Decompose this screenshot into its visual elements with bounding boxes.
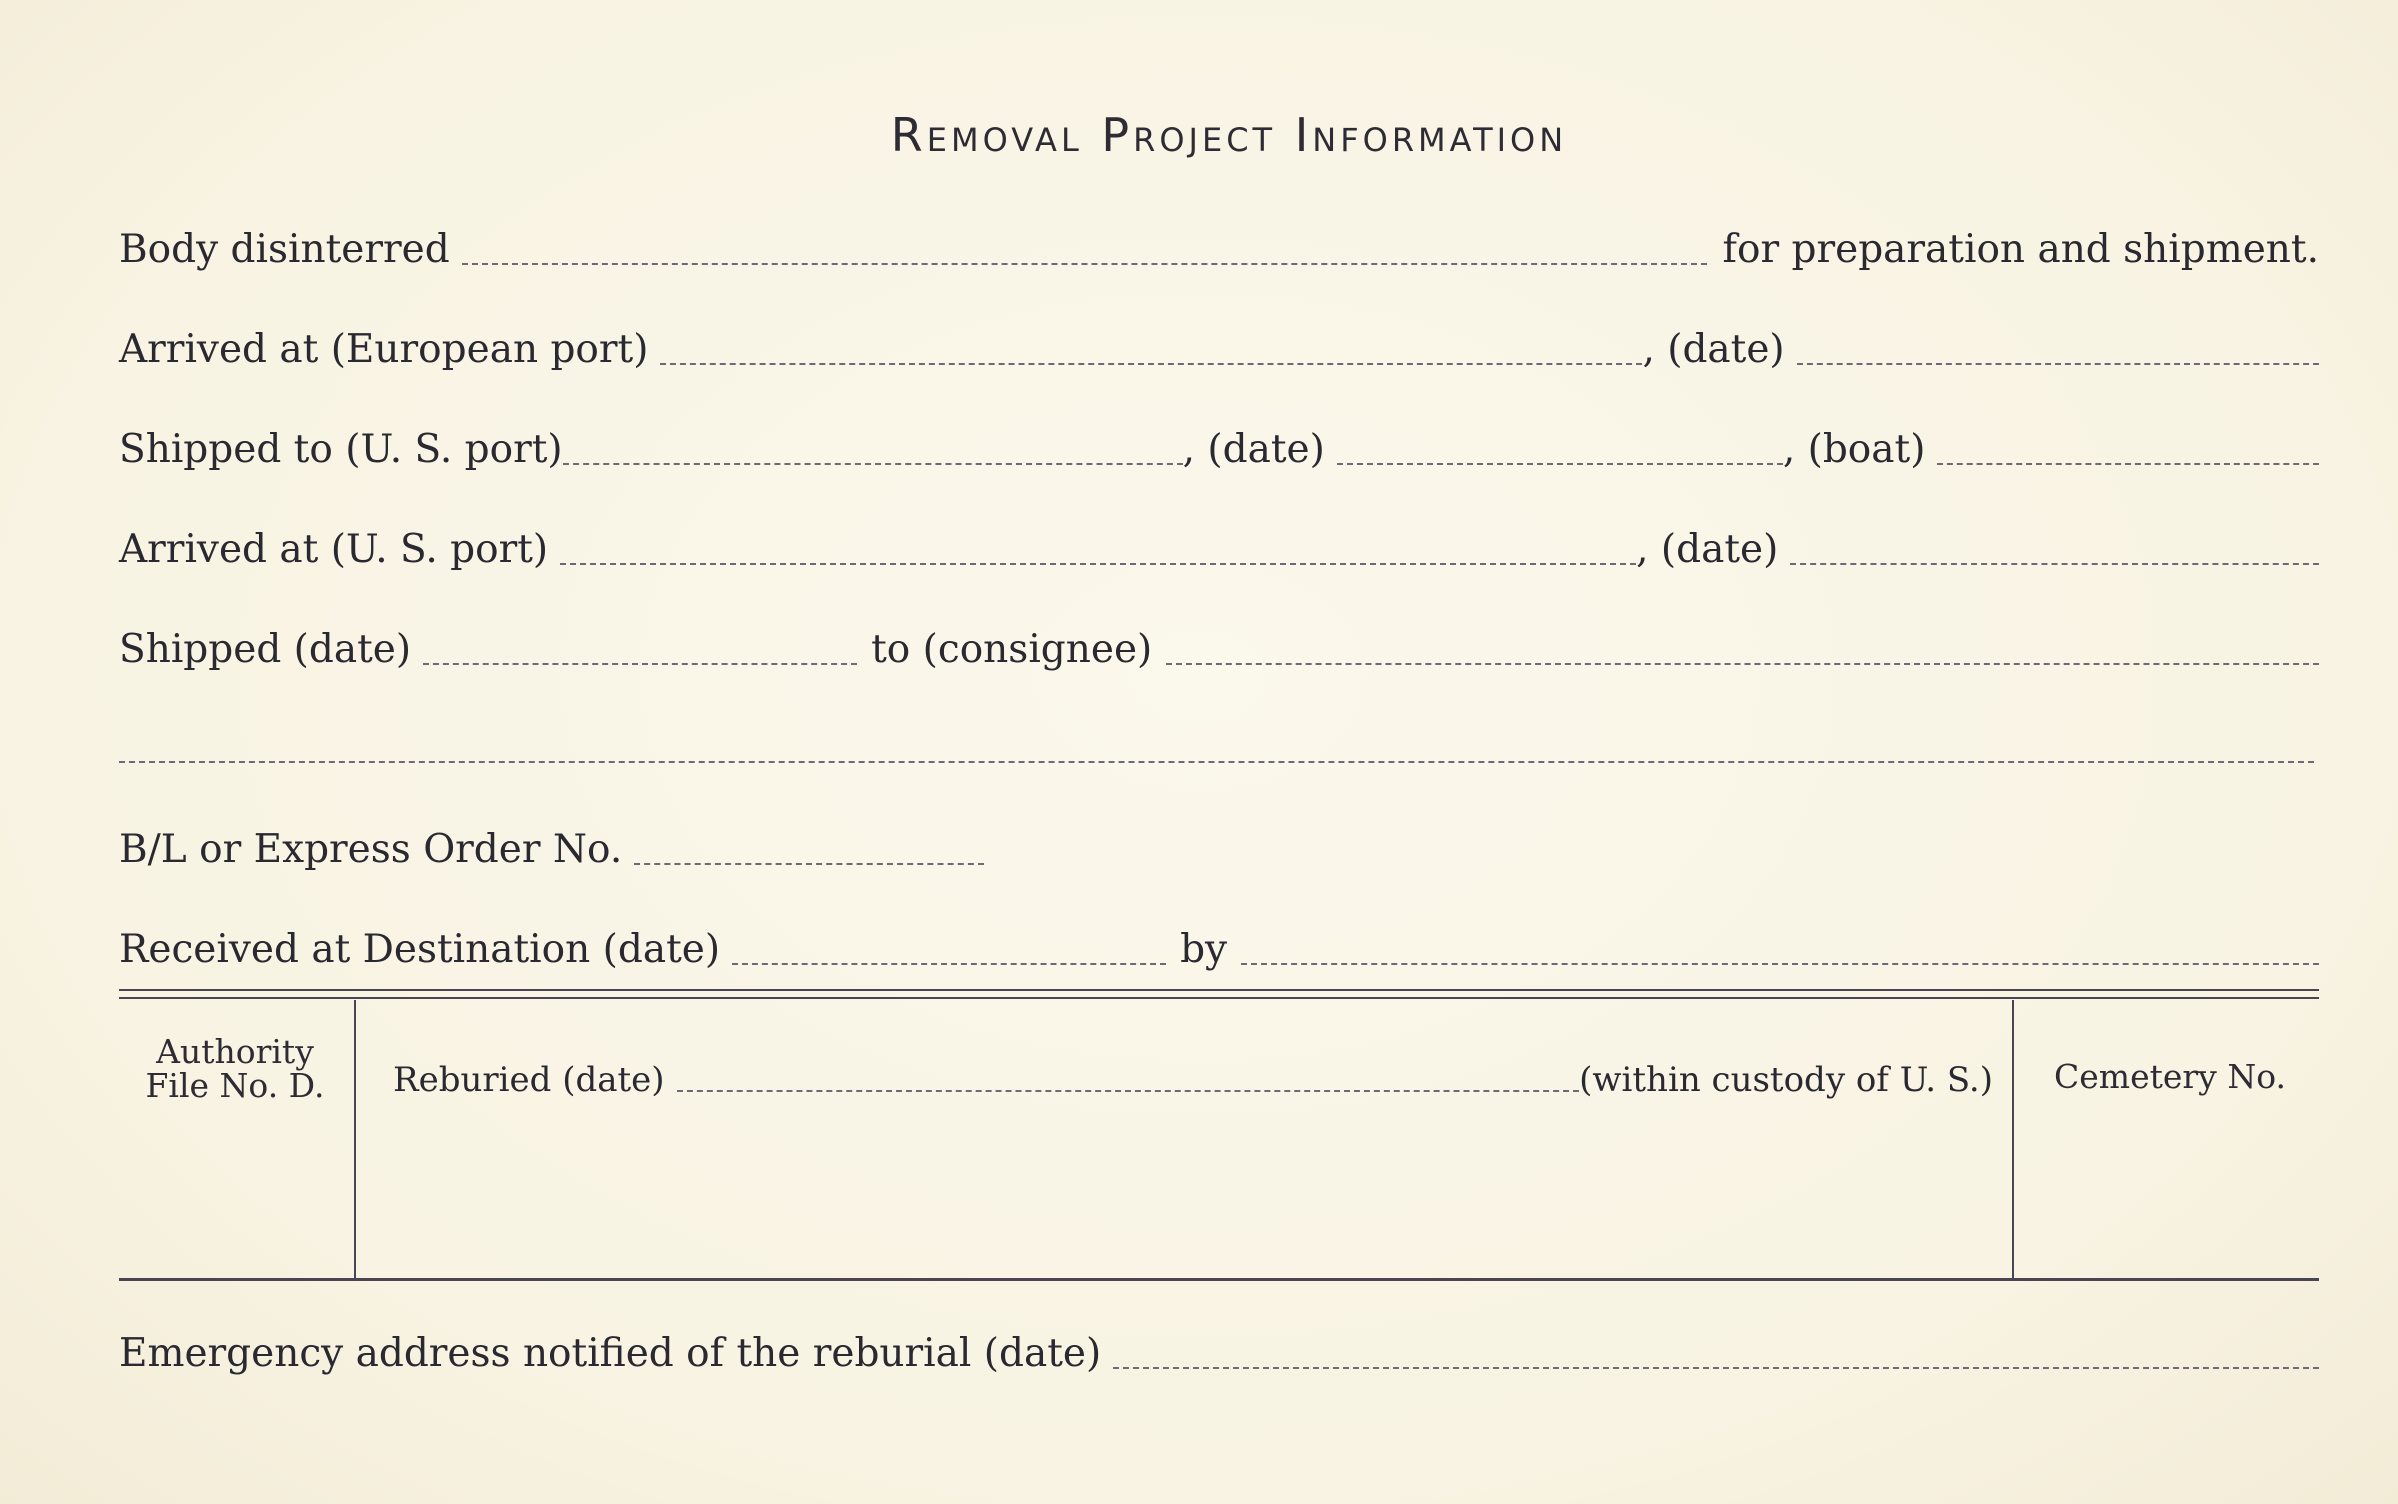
- received-by-field[interactable]: [1241, 963, 2319, 965]
- form-title: Removal Project Information: [890, 108, 1568, 162]
- boat-label: , (boat): [1782, 427, 1926, 472]
- row-shipped-consignee: [119, 626, 2319, 674]
- for-preparation-label: for preparation and shipment.: [1722, 227, 2319, 272]
- by-label: by: [1180, 927, 1228, 972]
- row-body-disinterred: [119, 226, 2319, 274]
- table-top-rule: [119, 989, 2319, 999]
- consignee-field[interactable]: [1166, 663, 2319, 665]
- row-shipped-us: [119, 426, 2319, 474]
- reburied-row: [393, 1060, 1993, 1100]
- consignee-continuation-field[interactable]: [119, 761, 2314, 763]
- shipped-date-label: Shipped (date): [119, 627, 412, 672]
- reburied-label: Reburied (date): [393, 1060, 665, 1100]
- arrived-us-port-field[interactable]: [560, 563, 1636, 565]
- date-label-3: , (date): [1636, 527, 1779, 572]
- row-arrived-european: [119, 326, 2319, 374]
- received-date-field[interactable]: [732, 963, 1166, 965]
- european-port-field[interactable]: [660, 363, 1642, 365]
- row-emergency: [119, 1330, 2319, 1378]
- row-received-destination: [119, 926, 2319, 974]
- authority-cell: [130, 1032, 340, 1105]
- emergency-date-field[interactable]: [1113, 1367, 2319, 1369]
- cemetery-cell: [2016, 1057, 2324, 1096]
- arrived-european-label: Arrived at (European port): [119, 327, 649, 372]
- cemetery-label: Cemetery No.: [2054, 1057, 2286, 1096]
- table-divider-right: [2012, 1000, 2014, 1278]
- us-port-field[interactable]: [563, 463, 1183, 465]
- body-disinterred-field[interactable]: [462, 263, 1707, 265]
- date-label-1: , (date): [1642, 327, 1785, 372]
- emergency-label: Emergency address notified of the reburial (date): [119, 1331, 1102, 1376]
- file-no-label: File No. D.: [145, 1066, 325, 1105]
- custody-label: (within custody of U. S.): [1579, 1060, 1993, 1100]
- bl-order-label: B/L or Express Order No.: [119, 827, 623, 872]
- arrived-us-date-field[interactable]: [1790, 563, 2319, 565]
- bl-order-field[interactable]: [634, 863, 984, 865]
- body-disinterred-label: Body disinterred: [119, 227, 450, 272]
- shipped-date-value-field[interactable]: [423, 663, 857, 665]
- table-bottom-rule: [119, 1278, 2319, 1281]
- shipped-date-field[interactable]: [1337, 463, 1783, 465]
- received-destination-label: Received at Destination (date): [119, 927, 721, 972]
- authority-label: Authority: [156, 1032, 314, 1071]
- row-bl-order: [119, 826, 984, 874]
- reburied-date-field[interactable]: [677, 1090, 1580, 1092]
- table-divider-left: [354, 1000, 356, 1278]
- european-date-field[interactable]: [1797, 363, 2319, 365]
- to-consignee-label: to (consignee): [871, 627, 1153, 672]
- shipped-us-label: Shipped to (U. S. port): [119, 427, 563, 472]
- boat-field[interactable]: [1937, 463, 2319, 465]
- arrived-us-label: Arrived at (U. S. port): [119, 527, 549, 572]
- row-arrived-us: [119, 526, 2319, 574]
- date-label-2: , (date): [1182, 427, 1325, 472]
